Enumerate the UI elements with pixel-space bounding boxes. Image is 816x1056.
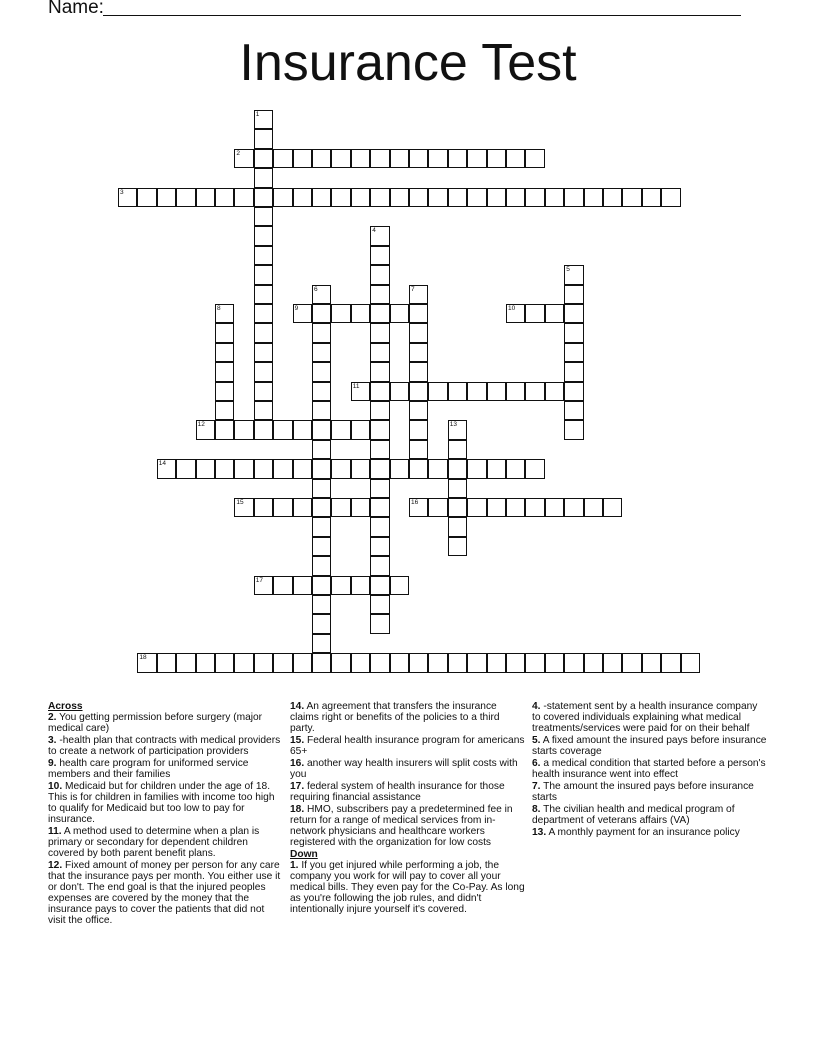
grid-cell[interactable] [215,653,234,672]
grid-cell[interactable] [487,653,506,672]
grid-cell[interactable] [506,653,525,672]
grid-cell[interactable] [584,653,603,672]
grid-cell[interactable] [584,188,603,207]
grid-cell[interactable] [312,420,331,439]
grid-cell[interactable] [448,479,467,498]
clue-down-8: 8. The civilian health and medical program of department of veterans affairs (VA) [532,804,735,826]
clue-number: 11 [352,382,360,390]
grid-cell[interactable] [312,479,331,498]
grid-cell[interactable] [661,188,680,207]
clue-number: 8 [217,305,221,312]
down-heading: Down [290,849,318,860]
grid-cell[interactable] [331,498,350,517]
grid-cell[interactable] [370,265,389,284]
grid-cell[interactable] [661,653,680,672]
grid-cell[interactable] [312,149,331,168]
grid-cell[interactable] [390,459,409,478]
grid-cell[interactable] [351,576,370,595]
grid-cell[interactable] [370,285,389,304]
grid-cell[interactable] [370,479,389,498]
clue-number: 7 [411,285,415,293]
grid-cell[interactable] [506,382,525,401]
clue-down-1: 1. If you get injured while performing a job, the company you work for will pay to cover all your medical bills. They even pay for the Co-Pay. As long as you're following the job rules, and didn't intentionally injure yourself it's covered. [290,860,525,915]
page-title: Insurance Test [239,34,577,92]
grid-cell[interactable] [467,498,486,517]
grid-cell[interactable] [448,517,467,536]
grid-cell[interactable] [564,265,583,284]
grid-cell[interactable] [312,382,331,401]
grid-cell[interactable] [370,420,389,439]
grid-cell[interactable] [254,576,273,595]
grid-cell[interactable] [409,382,428,401]
grid-cell[interactable] [409,362,428,381]
grid-cell[interactable] [176,188,195,207]
grid-cell[interactable] [564,343,583,362]
grid-cell[interactable] [448,459,467,478]
grid-cell[interactable] [370,537,389,556]
grid-cell[interactable] [254,653,273,672]
grid-cell[interactable] [215,459,234,478]
grid-cell[interactable] [312,459,331,478]
clue-number: 14 [158,460,167,468]
grid-cell[interactable] [564,382,583,401]
grid-cell[interactable] [448,188,467,207]
grid-cell[interactable] [293,188,312,207]
grid-cell[interactable] [312,440,331,459]
grid-cell[interactable] [564,498,583,517]
grid-cell[interactable] [467,382,486,401]
grid-cell[interactable] [254,188,273,207]
grid-cell[interactable] [254,343,273,362]
grid-cell[interactable] [118,188,137,207]
clue-number: 5 [566,266,570,274]
clue-number: 13 [449,421,458,429]
grid-cell[interactable] [370,459,389,478]
grid-cell[interactable] [409,420,428,439]
grid-cell[interactable] [273,459,292,478]
grid-cell[interactable] [409,188,428,207]
clue-down-6: 6. a medical condition that started before a person's health insurance went into effect [532,758,766,780]
grid-cell[interactable] [564,420,583,439]
grid-cell[interactable] [331,420,350,439]
grid-cell[interactable] [506,459,525,478]
grid-cell[interactable] [196,653,215,672]
grid-cell[interactable] [157,459,176,478]
grid-cell[interactable] [409,653,428,672]
grid-cell[interactable] [293,304,312,323]
name-label: Name: [48,0,104,18]
grid-cell[interactable] [525,382,544,401]
grid-cell[interactable] [351,653,370,672]
grid-cell[interactable] [351,498,370,517]
clue-across-9: 9. health care program for uniformed service members and their families [48,758,249,780]
grid-cell[interactable] [176,653,195,672]
grid-cell[interactable] [312,323,331,342]
grid-cell[interactable] [603,498,622,517]
grid-cell[interactable] [487,382,506,401]
clue-number: 16 [411,499,419,506]
grid-cell[interactable] [370,440,389,459]
grid-cell[interactable] [506,498,525,517]
grid-cell[interactable] [137,653,156,672]
grid-cell[interactable] [312,188,331,207]
grid-cell[interactable] [409,285,428,304]
across-heading: Across [48,701,83,712]
clue-number: 3 [120,188,124,196]
grid-cell[interactable] [254,285,273,304]
grid-cell[interactable] [370,362,389,381]
grid-cell[interactable] [564,304,583,323]
grid-cell[interactable] [525,653,544,672]
grid-cell[interactable] [409,440,428,459]
grid-cell[interactable] [254,401,273,420]
grid-cell[interactable] [137,188,156,207]
grid-cell[interactable] [293,420,312,439]
clue-down-4: 4. -statement sent by a health insurance company to covered individuals explaining what medical treatments/services were paid for on their behalf [532,701,758,734]
clue-number: 2 [236,149,241,157]
clue-across-2: 2. You getting permission before surgery (major medical care) [48,712,263,734]
clue-down-7: 7. The amount the insured pays before insurance starts [532,781,754,803]
grid-cell[interactable] [409,304,428,323]
grid-cell[interactable] [254,265,273,284]
clue-across-12: 12. Fixed amount of money per person for any care that the insurance pays per month. You either use it or don't. The end goal is that the injured peoples expenses are covered by the money that the insurance pays to cover the patients that did not visit the office. [48,860,281,926]
clue-number: 6 [314,285,318,293]
grid-cell[interactable] [370,595,389,614]
clue-across-3: 3. -health plan that contracts with medical providers to create a network of participation providers [48,735,281,757]
grid-cell[interactable] [370,517,389,536]
grid-cell[interactable] [254,498,273,517]
grid-cell[interactable] [370,323,389,342]
grid-cell[interactable] [545,304,564,323]
grid-cell[interactable] [351,188,370,207]
grid-cell[interactable] [196,420,215,439]
grid-cell[interactable] [409,401,428,420]
grid-cell[interactable] [331,653,350,672]
clue-number: 15 [236,499,244,506]
grid-cell[interactable] [409,149,428,168]
grid-cell[interactable] [215,323,234,342]
grid-cell[interactable] [681,653,700,672]
grid-cell[interactable] [448,149,467,168]
grid-cell[interactable] [525,188,544,207]
grid-cell[interactable] [409,343,428,362]
grid-cell[interactable] [370,498,389,517]
grid-cell[interactable] [215,420,234,439]
grid-cell[interactable] [506,149,525,168]
grid-cell[interactable] [370,556,389,575]
grid-cell[interactable] [390,576,409,595]
grid-cell[interactable] [448,498,467,517]
grid-cell[interactable] [467,653,486,672]
grid-cell[interactable] [390,304,409,323]
grid-cell[interactable] [234,188,253,207]
grid-cell[interactable] [428,459,447,478]
clue-number: 4 [372,227,376,235]
clues-column-1 [48,701,284,927]
grid-cell[interactable] [564,323,583,342]
grid-cell[interactable] [254,168,273,187]
grid-cell[interactable] [564,362,583,381]
grid-cell[interactable] [293,149,312,168]
grid-cell[interactable] [273,420,292,439]
grid-cell[interactable] [545,382,564,401]
grid-cell[interactable] [293,576,312,595]
grid-cell[interactable] [331,304,350,323]
grid-cell[interactable] [312,401,331,420]
grid-cell[interactable] [467,188,486,207]
grid-cell[interactable] [312,517,331,536]
grid-cell[interactable] [254,382,273,401]
grid-cell[interactable] [487,188,506,207]
clue-across-18: 18. HMO, subscribers pay a predetermined fee in return for a range of medical services from in-network physicians and healthcare workers registered with the organization for low costs [290,804,513,848]
grid-cell[interactable] [603,653,622,672]
grid-cell[interactable] [390,653,409,672]
grid-cell[interactable] [390,149,409,168]
grid-cell[interactable] [215,401,234,420]
grid-cell[interactable] [312,634,331,653]
grid-cell[interactable] [157,188,176,207]
clue-number: 10 [508,305,516,312]
grid-cell[interactable] [448,537,467,556]
grid-cell[interactable] [215,382,234,401]
grid-cell[interactable] [428,149,447,168]
grid-cell[interactable] [564,188,583,207]
grid-cell[interactable] [273,188,292,207]
grid-cell[interactable] [370,401,389,420]
grid-cell[interactable] [622,653,641,672]
grid-cell[interactable] [312,556,331,575]
clue-number: 12 [197,421,205,429]
grid-cell[interactable] [584,498,603,517]
grid-cell[interactable] [331,149,350,168]
grid-cell[interactable] [254,226,273,245]
clue-down-5: 5. A fixed amount the insured pays before insurance starts coverage [532,735,767,757]
grid-cell[interactable] [525,149,544,168]
clues-column-3 [532,701,768,839]
grid-cell[interactable] [506,188,525,207]
grid-cell[interactable] [370,304,389,323]
grid-cell[interactable] [487,498,506,517]
grid-cell[interactable] [254,304,273,323]
grid-cell[interactable] [351,149,370,168]
grid-cell[interactable] [331,459,350,478]
clue-across-14: 14. An agreement that transfers the insurance claims right or benefits of the policies to a third party. [290,701,500,734]
grid-cell[interactable] [254,129,273,148]
grid-cell[interactable] [487,459,506,478]
grid-cell[interactable] [428,498,447,517]
grid-cell[interactable] [331,576,350,595]
clue-across-17: 17. federal system of health insurance for those requiring financial assistance [290,781,505,803]
grid-cell[interactable] [409,498,428,517]
grid-cell[interactable] [545,188,564,207]
grid-cell[interactable] [254,149,273,168]
grid-cell[interactable] [234,498,253,517]
grid-cell[interactable] [215,188,234,207]
grid-cell[interactable] [428,188,447,207]
grid-cell[interactable] [428,653,447,672]
grid-cell[interactable] [428,382,447,401]
grid-cell[interactable] [370,188,389,207]
grid-cell[interactable] [448,440,467,459]
grid-cell[interactable] [254,246,273,265]
clue-across-11: 11. A method used to determine when a plan is primary or secondary for dependent children covered by both parent benefit plans. [48,826,260,859]
grid-cell[interactable] [312,362,331,381]
grid-cell[interactable] [564,285,583,304]
grid-cell[interactable] [351,459,370,478]
grid-cell[interactable] [254,420,273,439]
grid-cell[interactable] [312,304,331,323]
grid-cell[interactable] [273,653,292,672]
grid-cell[interactable] [234,420,253,439]
clues-column-2 [290,701,526,916]
grid-cell[interactable] [273,576,292,595]
grid-cell[interactable] [467,459,486,478]
grid-cell[interactable] [448,382,467,401]
grid-cell[interactable] [312,343,331,362]
grid-cell[interactable] [525,304,544,323]
grid-cell[interactable] [273,498,292,517]
grid-cell[interactable] [215,304,234,323]
grid-cell[interactable] [331,188,350,207]
grid-cell[interactable] [254,323,273,342]
grid-cell[interactable] [196,188,215,207]
grid-cell[interactable] [448,653,467,672]
grid-cell[interactable] [234,149,253,168]
clue-across-10: 10. Medicaid but for children under the age of 18. This is for children in families with income too high to qualify for Medicaid but too low to pay for insurance. [48,781,275,825]
grid-cell[interactable] [370,149,389,168]
grid-cell[interactable] [545,653,564,672]
grid-cell[interactable] [312,653,331,672]
grid-cell[interactable] [196,459,215,478]
grid-cell[interactable] [254,207,273,226]
clue-number: 17 [255,576,264,584]
grid-cell[interactable] [642,653,661,672]
clue-number: 18 [139,654,147,662]
grid-cell[interactable] [642,188,661,207]
grid-cell[interactable] [370,382,389,401]
grid-cell[interactable] [254,110,273,129]
grid-cell[interactable] [234,459,253,478]
grid-cell[interactable] [409,323,428,342]
grid-cell[interactable] [157,653,176,672]
grid-cell[interactable] [370,246,389,265]
grid-cell[interactable] [409,459,428,478]
grid-cell[interactable] [370,653,389,672]
grid-cell[interactable] [293,653,312,672]
grid-cell[interactable] [525,498,544,517]
grid-cell[interactable] [351,382,370,401]
grid-cell[interactable] [525,459,544,478]
grid-cell[interactable] [467,149,486,168]
grid-cell[interactable] [215,362,234,381]
grid-cell[interactable] [351,304,370,323]
grid-cell[interactable] [564,653,583,672]
grid-cell[interactable] [176,459,195,478]
grid-cell[interactable] [312,537,331,556]
grid-cell[interactable] [254,459,273,478]
grid-cell[interactable] [370,226,389,245]
grid-cell[interactable] [312,614,331,633]
clue-across-16: 16. another way health insurers will split costs with you [290,758,518,780]
grid-cell[interactable] [351,420,370,439]
grid-cell[interactable] [370,343,389,362]
grid-cell[interactable] [506,304,525,323]
grid-cell[interactable] [603,188,622,207]
grid-cell[interactable] [293,459,312,478]
clue-across-15: 15. Federal health insurance program for americans 65+ [290,735,525,757]
grid-cell[interactable] [234,653,253,672]
grid-cell[interactable] [622,188,641,207]
grid-cell[interactable] [312,285,331,304]
grid-cell[interactable] [215,343,234,362]
grid-cell[interactable] [273,149,292,168]
clue-number: 1 [255,111,260,118]
grid-cell[interactable] [487,149,506,168]
grid-cell[interactable] [312,498,331,517]
grid-cell[interactable] [390,188,409,207]
grid-cell[interactable] [448,420,467,439]
grid-cell[interactable] [564,401,583,420]
grid-cell[interactable] [390,382,409,401]
grid-cell[interactable] [312,576,331,595]
grid-cell[interactable] [370,614,389,633]
grid-cell[interactable] [312,595,331,614]
grid-cell[interactable] [254,362,273,381]
grid-cell[interactable] [545,498,564,517]
grid-cell[interactable] [370,576,389,595]
clue-number: 9 [294,305,299,312]
grid-cell[interactable] [293,498,312,517]
clue-down-13: 13. A monthly payment for an insurance policy [532,827,740,838]
